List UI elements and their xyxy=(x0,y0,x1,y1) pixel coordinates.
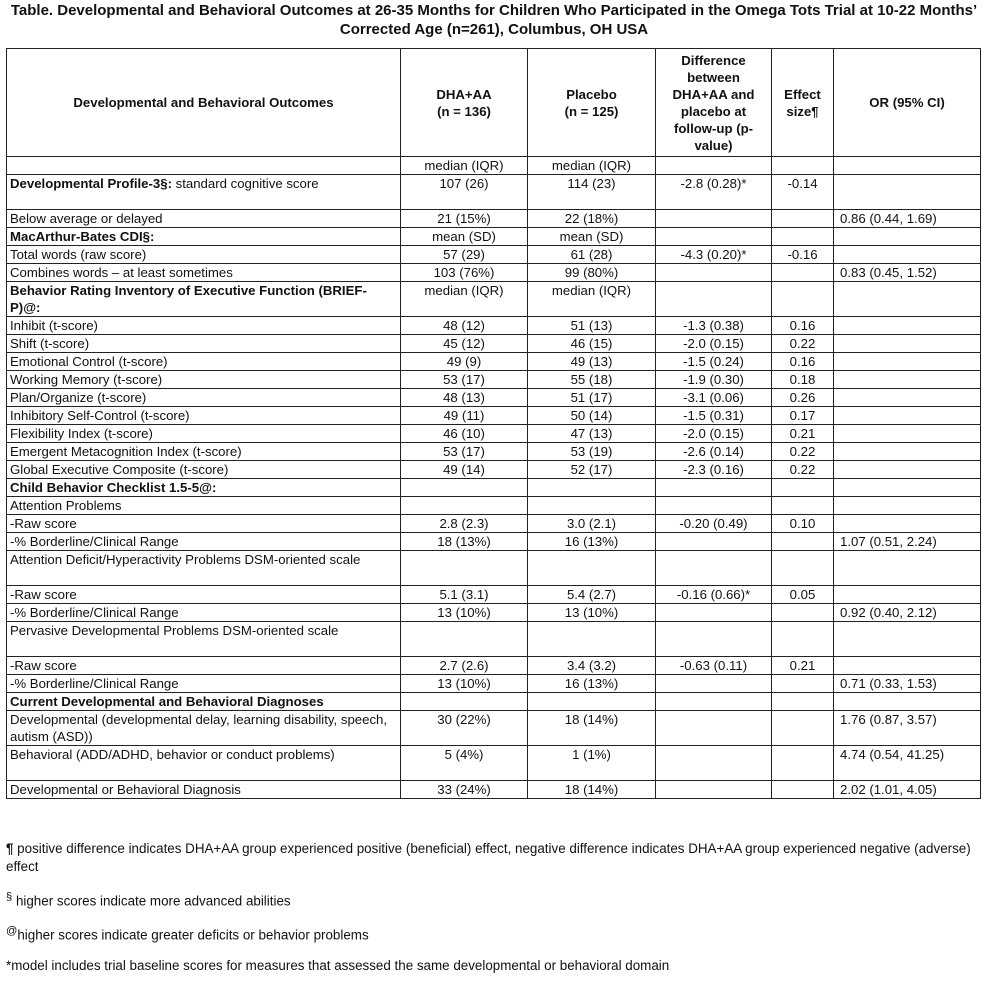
placebo-cell: median (IQR) xyxy=(528,157,656,175)
footnote-text: higher scores indicate greater deficits or behavior problems xyxy=(17,927,369,943)
difference-cell xyxy=(656,533,772,551)
difference-cell: -1.5 (0.24) xyxy=(656,353,772,371)
table-row xyxy=(7,497,981,515)
outcome-cell: Emergent Metacognition Index (t-score) xyxy=(7,443,401,461)
effect-size-cell: 0.18 xyxy=(772,371,834,389)
outcome-cell: Shift (t-score) xyxy=(7,335,401,353)
placebo-cell xyxy=(528,479,656,497)
difference-cell: -0.20 (0.49) xyxy=(656,515,772,533)
difference-cell: -0.16 (0.66)* xyxy=(656,586,772,604)
header-dha-line1: DHA+AA xyxy=(436,86,492,102)
outcome-cell: -% Borderline/Clinical Range xyxy=(7,604,401,622)
difference-cell: -2.6 (0.14) xyxy=(656,443,772,461)
outcome-cell: -% Borderline/Clinical Range xyxy=(7,533,401,551)
dha-cell: 48 (13) xyxy=(401,389,528,407)
difference-cell xyxy=(656,746,772,781)
header-effect-size: Effect size¶ xyxy=(772,49,834,157)
outcome-cell: Child Behavior Checklist 1.5-5@: xyxy=(7,479,401,497)
placebo-cell: median (IQR) xyxy=(528,282,656,317)
effect-size-cell: 0.05 xyxy=(772,586,834,604)
table-title: Table. Developmental and Behavioral Outcomes at 26-35 Months for Children Who Participated in the Omega Tots Trial at 10-22 Months’ Corrected Age (n=261), Columbus, OH USA xyxy=(10,2,978,38)
effect-size-cell xyxy=(772,746,834,781)
table-row xyxy=(7,622,981,657)
header-outcomes: Developmental and Behavioral Outcomes xyxy=(7,49,401,157)
difference-cell xyxy=(656,604,772,622)
dha-cell: mean (SD) xyxy=(401,228,528,246)
effect-size-cell: 0.16 xyxy=(772,317,834,335)
outcome-cell: Developmental (developmental delay, learning disability, speech, autism (ASD)) xyxy=(7,711,401,746)
effect-size-cell: 0.21 xyxy=(772,657,834,675)
or-cell xyxy=(834,693,981,711)
dha-cell: median (IQR) xyxy=(401,282,528,317)
effect-size-cell xyxy=(772,781,834,799)
dha-cell: 33 (24%) xyxy=(401,781,528,799)
outcome-label-bold: Developmental Profile-3§: xyxy=(10,176,172,191)
placebo-cell: mean (SD) xyxy=(528,228,656,246)
or-cell: 1.76 (0.87, 3.57) xyxy=(834,711,981,746)
placebo-cell: 53 (19) xyxy=(528,443,656,461)
table-row xyxy=(7,264,981,282)
dha-cell: 45 (12) xyxy=(401,335,528,353)
placebo-cell xyxy=(528,497,656,515)
footnote-symbol: § xyxy=(6,891,13,903)
placebo-cell: 3.4 (3.2) xyxy=(528,657,656,675)
effect-size-cell xyxy=(772,675,834,693)
dha-cell: 2.8 (2.3) xyxy=(401,515,528,533)
effect-size-cell xyxy=(772,157,834,175)
effect-size-cell: -0.14 xyxy=(772,175,834,210)
dha-cell xyxy=(401,497,528,515)
or-cell xyxy=(834,479,981,497)
or-cell xyxy=(834,228,981,246)
footnote-text: model includes trial baseline scores for measures that assessed the same developmental or behavioral domain xyxy=(11,957,670,973)
dha-cell: 49 (11) xyxy=(401,407,528,425)
effect-size-cell xyxy=(772,264,834,282)
difference-cell xyxy=(656,497,772,515)
effect-size-cell xyxy=(772,551,834,586)
header-placebo xyxy=(528,49,656,157)
difference-cell xyxy=(656,693,772,711)
effect-size-cell: 0.22 xyxy=(772,335,834,353)
table-body xyxy=(7,157,981,799)
placebo-cell: 3.0 (2.1) xyxy=(528,515,656,533)
or-cell: 0.71 (0.33, 1.53) xyxy=(834,675,981,693)
effect-size-cell xyxy=(772,497,834,515)
difference-cell xyxy=(656,157,772,175)
table-row xyxy=(7,425,981,443)
outcome-cell: -Raw score xyxy=(7,657,401,675)
dha-cell: 13 (10%) xyxy=(401,604,528,622)
table-row xyxy=(7,515,981,533)
footnote-symbol: @ xyxy=(6,925,18,938)
table-row xyxy=(7,711,981,746)
footnote-higher-abilities xyxy=(6,888,982,910)
table-row xyxy=(7,443,981,461)
or-cell xyxy=(834,371,981,389)
outcome-cell: Below average or delayed xyxy=(7,210,401,228)
table-row xyxy=(7,781,981,799)
footnote-symbol: ¶ xyxy=(6,841,14,856)
placebo-cell: 16 (13%) xyxy=(528,675,656,693)
difference-cell: -2.3 (0.16) xyxy=(656,461,772,479)
footnote-text: higher scores indicate more advanced abilities xyxy=(12,893,291,909)
or-cell xyxy=(834,353,981,371)
header-row xyxy=(7,49,981,157)
dha-cell: 107 (26) xyxy=(401,175,528,210)
placebo-cell: 16 (13%) xyxy=(528,533,656,551)
or-cell: 0.92 (0.40, 2.12) xyxy=(834,604,981,622)
outcome-cell: -% Borderline/Clinical Range xyxy=(7,675,401,693)
dha-cell xyxy=(401,479,528,497)
or-cell xyxy=(834,515,981,533)
placebo-cell: 50 (14) xyxy=(528,407,656,425)
table-row xyxy=(7,586,981,604)
table-row xyxy=(7,210,981,228)
or-cell xyxy=(834,657,981,675)
table-row xyxy=(7,228,981,246)
outcome-cell: Plan/Organize (t-score) xyxy=(7,389,401,407)
effect-size-cell xyxy=(772,210,834,228)
placebo-cell: 114 (23) xyxy=(528,175,656,210)
placebo-cell: 55 (18) xyxy=(528,371,656,389)
placebo-cell xyxy=(528,693,656,711)
dha-cell: 53 (17) xyxy=(401,443,528,461)
or-cell: 2.02 (1.01, 4.05) xyxy=(834,781,981,799)
difference-cell xyxy=(656,264,772,282)
effect-size-cell: -0.16 xyxy=(772,246,834,264)
outcome-cell: MacArthur-Bates CDI§: xyxy=(7,228,401,246)
difference-cell xyxy=(656,622,772,657)
footnotes xyxy=(6,840,982,987)
difference-cell: -1.3 (0.38) xyxy=(656,317,772,335)
outcome-cell: Attention Deficit/Hyperactivity Problems DSM-oriented scale xyxy=(7,551,401,586)
table-row xyxy=(7,335,981,353)
effect-size-cell: 0.10 xyxy=(772,515,834,533)
outcome-cell xyxy=(7,175,401,210)
effect-size-cell xyxy=(772,622,834,657)
table-row xyxy=(7,317,981,335)
header-or: OR (95% CI) xyxy=(834,49,981,157)
effect-size-cell: 0.21 xyxy=(772,425,834,443)
outcome-cell: Global Executive Composite (t-score) xyxy=(7,461,401,479)
difference-cell: -1.5 (0.31) xyxy=(656,407,772,425)
header-placebo-line2: (n = 125) xyxy=(564,103,619,119)
table-row xyxy=(7,389,981,407)
footnote-text: positive difference indicates DHA+AA group experienced positive (beneficial) effect, negative difference indicates DHA+AA group experienced negative (adverse) effect xyxy=(6,841,971,874)
effect-size-cell xyxy=(772,693,834,711)
effect-size-cell xyxy=(772,228,834,246)
outcome-cell: Behavioral (ADD/ADHD, behavior or conduct problems) xyxy=(7,746,401,781)
outcome-cell: Current Developmental and Behavioral Diagnoses xyxy=(7,693,401,711)
or-cell xyxy=(834,425,981,443)
table-row xyxy=(7,479,981,497)
placebo-cell: 61 (28) xyxy=(528,246,656,264)
placebo-cell: 5.4 (2.7) xyxy=(528,586,656,604)
table-row xyxy=(7,461,981,479)
placebo-cell: 51 (17) xyxy=(528,389,656,407)
outcome-cell: Working Memory (t-score) xyxy=(7,371,401,389)
difference-cell xyxy=(656,675,772,693)
table-row xyxy=(7,533,981,551)
or-cell xyxy=(834,407,981,425)
dha-cell xyxy=(401,551,528,586)
outcome-cell: Inhibit (t-score) xyxy=(7,317,401,335)
footnote-model xyxy=(6,957,982,975)
placebo-cell: 13 (10%) xyxy=(528,604,656,622)
footnote-symbol: * xyxy=(6,957,12,973)
effect-size-cell: 0.17 xyxy=(772,407,834,425)
difference-cell xyxy=(656,781,772,799)
effect-size-cell: 0.22 xyxy=(772,461,834,479)
or-cell: 0.86 (0.44, 1.69) xyxy=(834,210,981,228)
or-cell: 4.74 (0.54, 41.25) xyxy=(834,746,981,781)
placebo-cell: 49 (13) xyxy=(528,353,656,371)
dha-cell: 18 (13%) xyxy=(401,533,528,551)
outcome-label-rest: standard cognitive score xyxy=(171,176,319,191)
placebo-cell: 47 (13) xyxy=(528,425,656,443)
table-row xyxy=(7,282,981,317)
or-cell xyxy=(834,586,981,604)
difference-cell: -1.9 (0.30) xyxy=(656,371,772,389)
placebo-cell: 1 (1%) xyxy=(528,746,656,781)
effect-size-cell: 0.22 xyxy=(772,443,834,461)
or-cell xyxy=(834,282,981,317)
difference-cell: -0.63 (0.11) xyxy=(656,657,772,675)
outcome-cell xyxy=(7,157,401,175)
or-cell xyxy=(834,389,981,407)
effect-size-cell xyxy=(772,711,834,746)
dha-cell xyxy=(401,693,528,711)
outcomes-table xyxy=(6,48,981,799)
difference-cell: -3.1 (0.06) xyxy=(656,389,772,407)
difference-cell xyxy=(656,210,772,228)
table-row xyxy=(7,371,981,389)
dha-cell: 103 (76%) xyxy=(401,264,528,282)
or-cell xyxy=(834,622,981,657)
dha-cell: 49 (14) xyxy=(401,461,528,479)
placebo-cell: 18 (14%) xyxy=(528,711,656,746)
table-row xyxy=(7,353,981,371)
dha-cell: 48 (12) xyxy=(401,317,528,335)
table-row xyxy=(7,604,981,622)
placebo-cell xyxy=(528,551,656,586)
effect-size-cell xyxy=(772,479,834,497)
difference-cell xyxy=(656,711,772,746)
or-cell xyxy=(834,335,981,353)
difference-cell: -2.8 (0.28)* xyxy=(656,175,772,210)
dha-cell: 5 (4%) xyxy=(401,746,528,781)
effect-size-cell: 0.26 xyxy=(772,389,834,407)
or-cell xyxy=(834,157,981,175)
effect-size-cell xyxy=(772,533,834,551)
dha-cell: 2.7 (2.6) xyxy=(401,657,528,675)
outcome-cell: Behavior Rating Inventory of Executive Function (BRIEF-P)@: xyxy=(7,282,401,317)
dha-cell: 53 (17) xyxy=(401,371,528,389)
outcome-cell: -Raw score xyxy=(7,586,401,604)
difference-cell xyxy=(656,228,772,246)
difference-cell xyxy=(656,479,772,497)
footnote-effect-size xyxy=(6,840,982,876)
or-cell: 0.83 (0.45, 1.52) xyxy=(834,264,981,282)
effect-size-cell: 0.16 xyxy=(772,353,834,371)
table-row xyxy=(7,175,981,210)
difference-cell xyxy=(656,282,772,317)
or-cell xyxy=(834,317,981,335)
outcome-cell: Developmental or Behavioral Diagnosis xyxy=(7,781,401,799)
table-row xyxy=(7,675,981,693)
outcome-cell: Emotional Control (t-score) xyxy=(7,353,401,371)
placebo-cell: 99 (80%) xyxy=(528,264,656,282)
dha-cell xyxy=(401,622,528,657)
or-cell xyxy=(834,461,981,479)
effect-size-cell xyxy=(772,282,834,317)
difference-cell: -2.0 (0.15) xyxy=(656,335,772,353)
placebo-cell xyxy=(528,622,656,657)
outcome-cell: Flexibility Index (t-score) xyxy=(7,425,401,443)
header-placebo-line1: Placebo xyxy=(566,86,617,102)
table-row xyxy=(7,407,981,425)
table-row xyxy=(7,246,981,264)
table-row xyxy=(7,157,981,175)
placebo-cell: 22 (18%) xyxy=(528,210,656,228)
or-cell xyxy=(834,497,981,515)
difference-cell xyxy=(656,551,772,586)
placebo-cell: 18 (14%) xyxy=(528,781,656,799)
table-row xyxy=(7,657,981,675)
table-row xyxy=(7,551,981,586)
table-row xyxy=(7,693,981,711)
dha-cell: 49 (9) xyxy=(401,353,528,371)
dha-cell: 30 (22%) xyxy=(401,711,528,746)
placebo-cell: 46 (15) xyxy=(528,335,656,353)
dha-cell: 5.1 (3.1) xyxy=(401,586,528,604)
difference-cell: -2.0 (0.15) xyxy=(656,425,772,443)
or-cell xyxy=(834,443,981,461)
dha-cell: median (IQR) xyxy=(401,157,528,175)
header-difference: Difference between DHA+AA and placebo at follow-up (p-value) xyxy=(656,49,772,157)
outcome-cell: Attention Problems xyxy=(7,497,401,515)
outcome-cell: Inhibitory Self-Control (t-score) xyxy=(7,407,401,425)
outcome-cell: -Raw score xyxy=(7,515,401,533)
difference-cell: -4.3 (0.20)* xyxy=(656,246,772,264)
dha-cell: 46 (10) xyxy=(401,425,528,443)
or-cell xyxy=(834,551,981,586)
footnote-higher-deficits xyxy=(6,922,982,944)
placebo-cell: 52 (17) xyxy=(528,461,656,479)
or-cell xyxy=(834,175,981,210)
header-dha xyxy=(401,49,528,157)
dha-cell: 13 (10%) xyxy=(401,675,528,693)
effect-size-cell xyxy=(772,604,834,622)
dha-cell: 21 (15%) xyxy=(401,210,528,228)
or-cell xyxy=(834,246,981,264)
outcome-cell: Total words (raw score) xyxy=(7,246,401,264)
placebo-cell: 51 (13) xyxy=(528,317,656,335)
header-dha-line2: (n = 136) xyxy=(437,103,491,119)
dha-cell: 57 (29) xyxy=(401,246,528,264)
outcome-cell: Combines words – at least sometimes xyxy=(7,264,401,282)
or-cell: 1.07 (0.51, 2.24) xyxy=(834,533,981,551)
table-row xyxy=(7,746,981,781)
outcome-cell: Pervasive Developmental Problems DSM-oriented scale xyxy=(7,622,401,657)
